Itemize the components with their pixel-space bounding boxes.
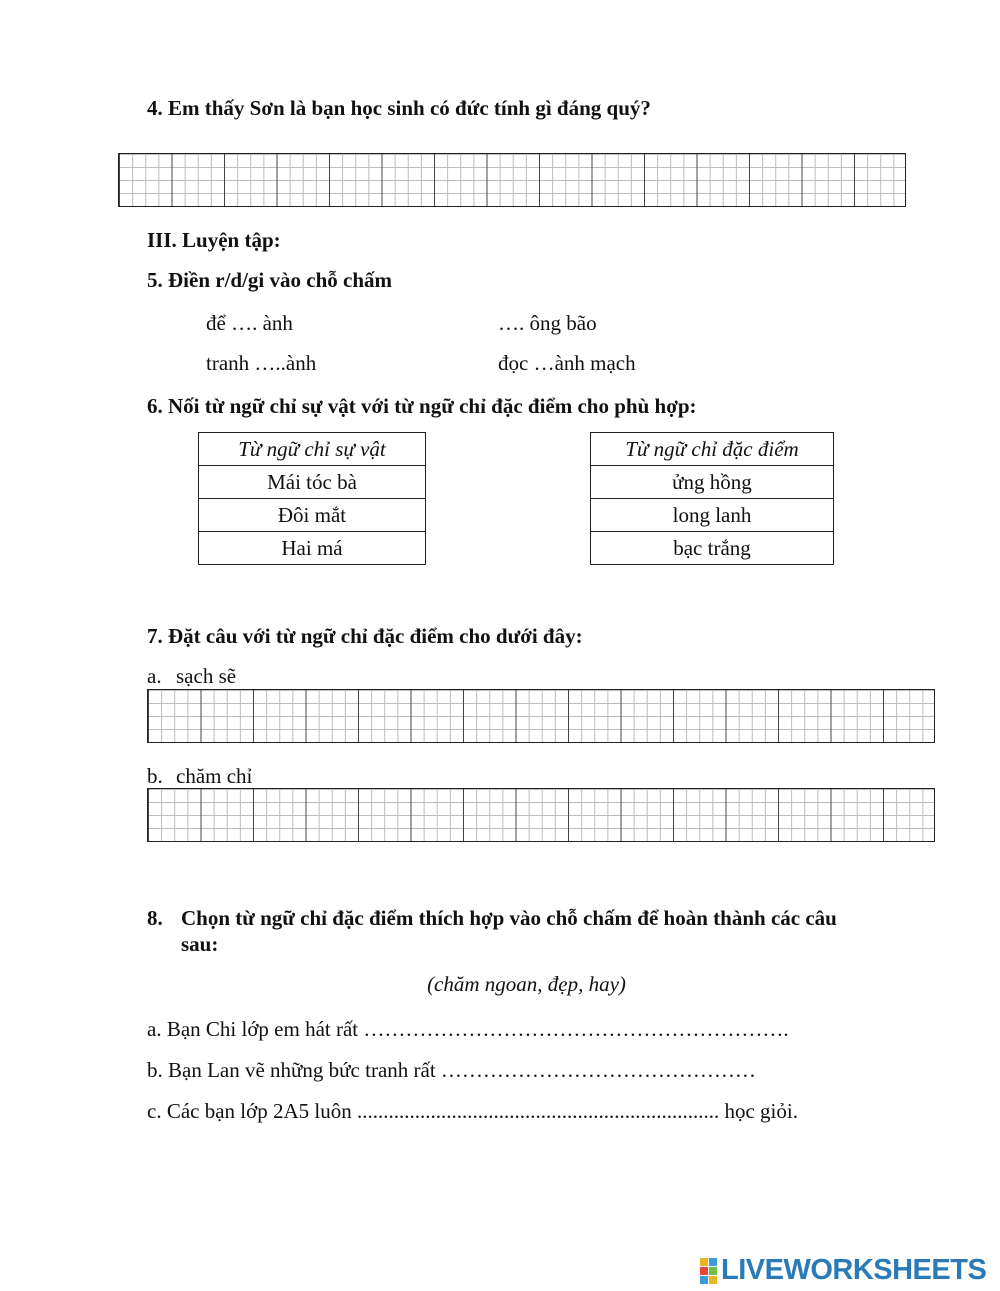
logo-text: LIVEWORKSHEETS	[721, 1254, 987, 1286]
question-4-title: 4. Em thấy Sơn là bạn học sinh có đức tính gì đáng quý?	[147, 96, 651, 120]
fill-item-3[interactable]: tranh …..ành	[206, 351, 317, 375]
trait-item[interactable]: bạc trắng	[591, 532, 834, 565]
thing-item[interactable]: Hai má	[199, 532, 426, 565]
things-table	[198, 432, 426, 565]
q7-b-label: b.	[147, 764, 163, 788]
fill-item-4[interactable]: đọc …ành mạch	[498, 351, 636, 375]
question-6-title: 6. Nối từ ngữ chỉ sự vật với từ ngữ chỉ đặc điểm cho phù hợp:	[147, 394, 697, 418]
q7-a-word: sạch sẽ	[176, 664, 237, 688]
question-8-title: Chọn từ ngữ chỉ đặc điểm thích hợp vào chỗ chấm để hoàn thành các câu	[181, 906, 837, 930]
traits-table	[590, 432, 834, 565]
sentence-a[interactable]: a. Bạn Chi lớp em hát rất …………………………………………………….	[147, 1017, 789, 1041]
section-3-title: III. Luyện tập:	[147, 228, 281, 252]
trait-item[interactable]: long lanh	[591, 499, 834, 532]
sentence-b[interactable]: b. Bạn Lan vẽ những bức tranh rất ………………………………………	[147, 1058, 756, 1082]
liveworksheets-logo	[700, 1254, 986, 1287]
q7-a-label: a.	[147, 664, 162, 688]
answer-grid-q4[interactable]	[118, 153, 906, 207]
q7-b-word: chăm chỉ	[176, 764, 253, 788]
question-8-number: 8.	[147, 906, 163, 930]
fill-item-2[interactable]: …. ông bão	[498, 311, 597, 335]
question-8-title-cont: sau:	[181, 932, 219, 956]
answer-grid-q7a[interactable]	[147, 689, 935, 743]
traits-header: Từ ngữ chỉ đặc điểm	[591, 433, 834, 466]
sentence-c[interactable]: c. Các bạn lớp 2A5 luôn ..................................................................... học giỏi.	[147, 1099, 798, 1123]
fill-item-1[interactable]: để …. ành	[206, 311, 293, 335]
word-options: (chăm ngoan, đẹp, hay)	[427, 972, 626, 996]
thing-item[interactable]: Đôi mắt	[199, 499, 426, 532]
question-5-title: 5. Điền r/d/gi vào chỗ chấm	[147, 268, 392, 292]
logo-icon	[700, 1258, 717, 1284]
things-header: Từ ngữ chỉ sự vật	[199, 433, 426, 466]
thing-item[interactable]: Mái tóc bà	[199, 466, 426, 499]
answer-grid-q7b[interactable]	[147, 788, 935, 842]
question-7-title: 7. Đặt câu với từ ngữ chỉ đặc điểm cho dưới đây:	[147, 624, 583, 648]
trait-item[interactable]: ửng hồng	[591, 466, 834, 499]
